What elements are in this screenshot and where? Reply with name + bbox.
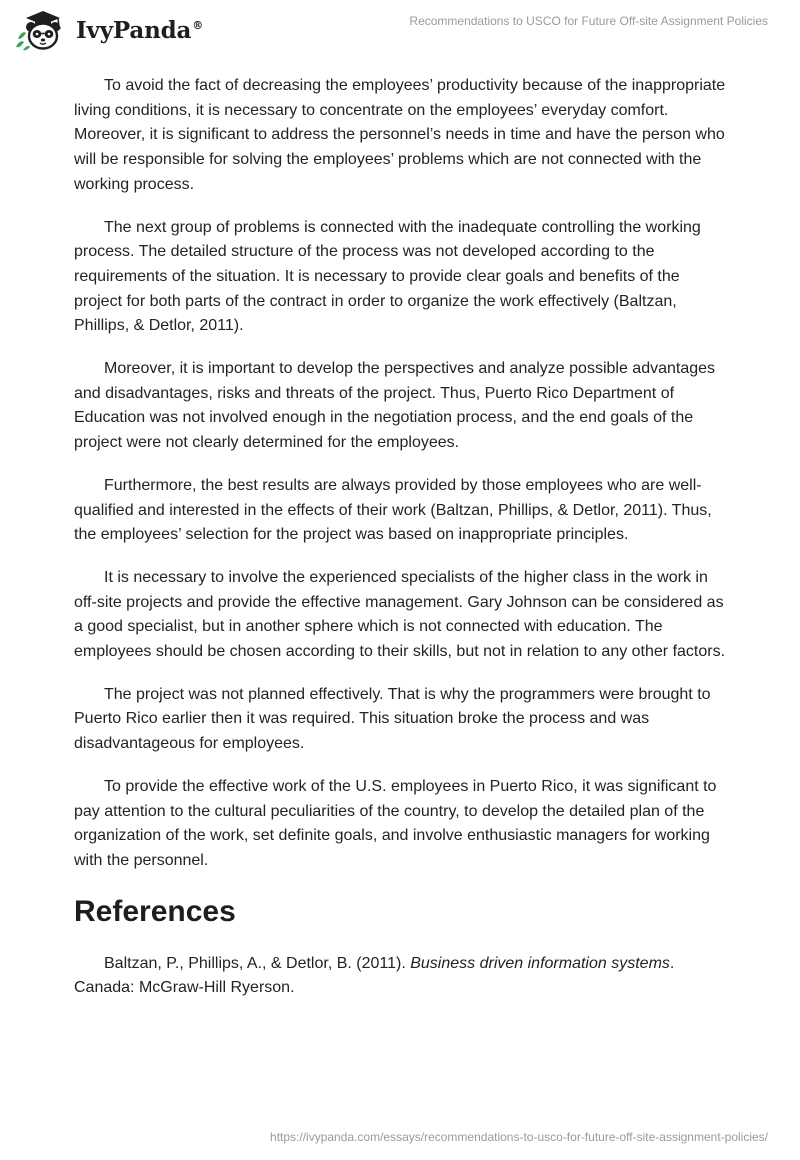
body-paragraph: The project was not planned effectively. That is why the programmers were brought to Puerto Rico earlier then it was required. This situation broke the process and was disadvantageous for employees. [74, 685, 711, 753]
reference-title: Business driven information systems [410, 954, 670, 972]
body-paragraph: To avoid the fact of decreasing the employees’ productivity because of the inappropriate living conditions, it is necessary to concentrate on the employees’ everyday comfort. Moreover, it is significant to address the personnel’s needs in time and have the person who will be responsible for solving the employees’ problems which are not connected with the working process. [74, 77, 726, 193]
registered-mark: ® [192, 18, 203, 32]
body-paragraph: It is necessary to involve the experienced specialists of the higher class in the work in off-site projects and provide the effective management. Gary Johnson can be considered as a good specialist, but in another sphere which is not connected with education. The employees should be chosen according to their skills, but not in relation to any other factors. [74, 568, 726, 661]
reference-entry [74, 952, 726, 1001]
brand-name-text: IvyPanda [76, 16, 192, 44]
page-header [0, 0, 800, 60]
document-title: Recommendations to USCO for Future Off-site Assignment Policies [409, 14, 768, 28]
source-url[interactable]: https://ivypanda.com/essays/recommendations-to-usco-for-future-off-site-assignment-policies/ [270, 1130, 768, 1144]
body-paragraph: Furthermore, the best results are always provided by those employees who are well-qualified and interested in the effects of their work (Baltzan, Phillips, & Detlor, 2011). Thus, the employees’ selection for the project was based on inappropriate principles. [74, 476, 712, 544]
panda-graduate-icon [14, 9, 72, 51]
body-paragraph: The next group of problems is connected with the inadequate controlling the working process. The detailed structure of the process was not developed according to the requirements of the situation. It is necessary to provide clear goals and benefits of the project for both parts of the contract in order to organize the work effectively (Baltzan, Phillips, & Detlor, 2011). [74, 218, 701, 335]
brand-name [76, 17, 203, 44]
references-heading: References [74, 894, 236, 928]
reference-publisher: . Canada: McGraw-Hill Ryerson. [74, 954, 675, 997]
ivypanda-logo[interactable] [14, 9, 203, 51]
body-paragraph: To provide the effective work of the U.S. employees in Puerto Rico, it was significant to pay attention to the cultural peculiarities of the country, to develop the detailed plan of the organization of the work, set definite goals, and involve enthusiastic managers for working with the personnel. [74, 777, 717, 869]
body-paragraph: Moreover, it is important to develop the perspectives and analyze possible advantages and disadvantages, risks and threats of the project. Thus, Puerto Rico Department of Education was not involved enough in the negotiation process, and the end goals of the project were not clearly determined for the employees. [74, 360, 716, 452]
essay-content [74, 74, 726, 1019]
reference-authors: Baltzan, P., Phillips, A., & Detlor, B. (2011). [104, 954, 411, 972]
